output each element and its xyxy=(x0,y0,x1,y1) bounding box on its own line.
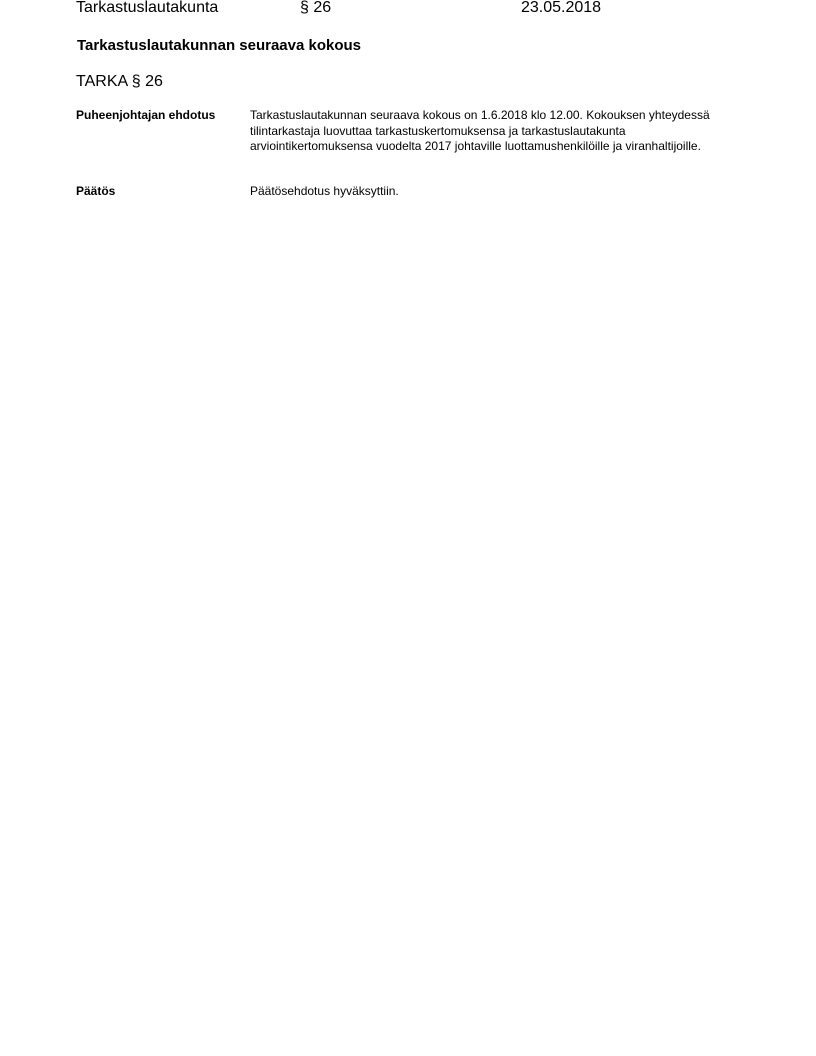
committee-name: Tarkastuslautakunta xyxy=(76,0,219,16)
decision-text: Päätösehdotus hyväksyttiin. xyxy=(250,184,399,198)
meeting-date: 23.05.2018 xyxy=(521,0,602,16)
section-number: § 26 xyxy=(300,0,332,16)
document-header xyxy=(0,0,816,20)
decision-label: Päätös xyxy=(76,184,116,198)
item-reference: TARKA § 26 xyxy=(76,73,163,90)
proposal-text: Tarkastuslautakunnan seuraava kokous on 1.6.2018 klo 12.00. Kokouksen yhteydessä tilintarkastaja luovuttaa tarkastuskertomuksensa ja tarkastuslautakunta arviointikertomuksensa vuodelta 2017 johtaville luottamushenkilöille ja viranhaltijoille. xyxy=(250,108,710,153)
item-title: Tarkastuslautakunnan seuraava kokous xyxy=(77,37,362,54)
proposal-label: Puheenjohtajan ehdotus xyxy=(76,108,216,122)
